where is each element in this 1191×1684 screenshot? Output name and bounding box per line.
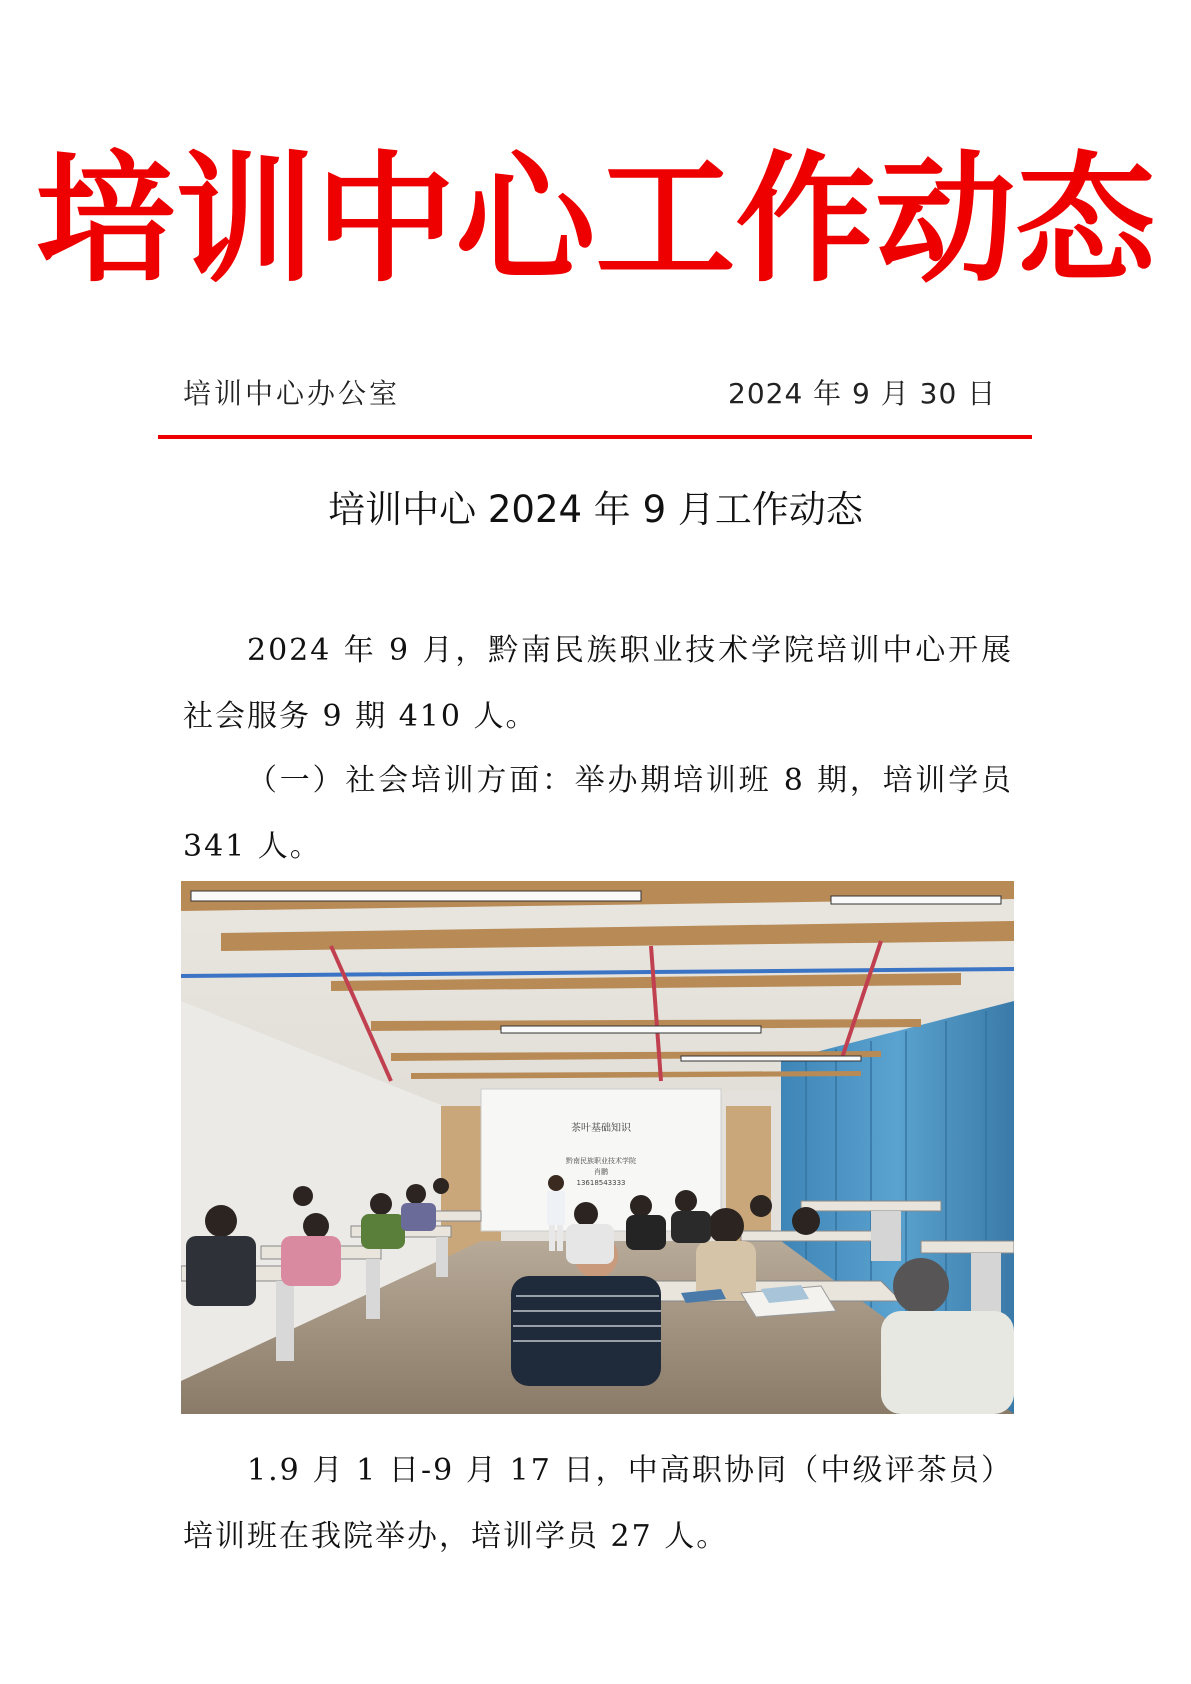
paragraph-summary: 2024 年 9 月，黔南民族职业技术学院培训中心开展社会服务 9 期 410 人。 <box>183 633 1013 734</box>
document-title: 培训中心 2024 年 9 月工作动态 <box>328 488 863 531</box>
red-divider <box>158 435 1032 439</box>
paragraph-social-training: （一）社会培训方面：举办期培训班 8 期，培训学员 341 人。 <box>183 763 1013 864</box>
screen-line-1: 黔南民族职业技术学院 <box>566 1157 636 1165</box>
masthead-title: 培训中心工作动态 <box>35 138 1156 302</box>
issue-date: 2024 年 9 月 30 日 <box>728 377 997 410</box>
screen-line-3: 13618543333 <box>576 1179 626 1187</box>
screen-title: 茶叶基础知识 <box>571 1123 631 1134</box>
issuing-office: 培训中心办公室 <box>183 377 401 410</box>
paragraph-tea-class: 1.9 月 1 日-9 月 17 日，中高职协同（中级评茶员）培训班在我院举办，培训学员 27 人。 <box>183 1453 1013 1554</box>
training-classroom-photo <box>181 881 1014 1414</box>
screen-line-2: 肖鹏 <box>594 1168 608 1176</box>
